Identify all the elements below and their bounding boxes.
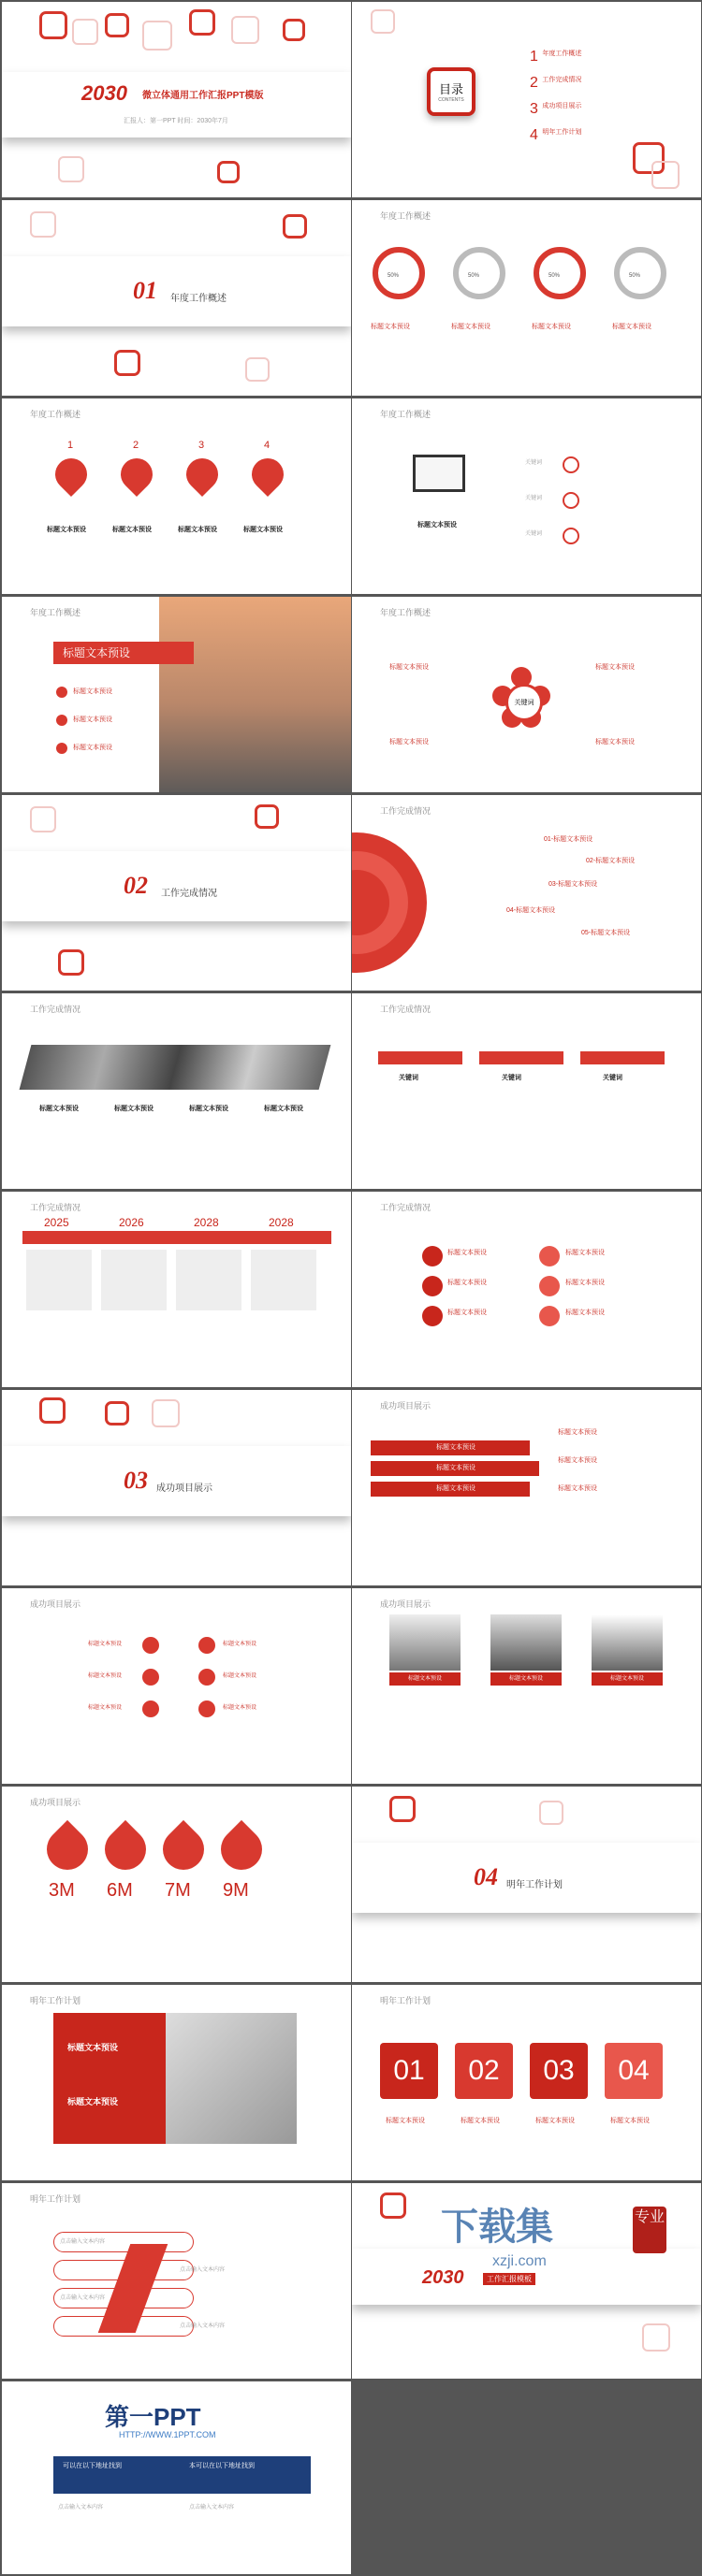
icon-label: 标题文本预设	[88, 1673, 123, 1679]
toc-item[interactable]: 3 $^{成功项目展示}$	[530, 101, 582, 117]
slide-end[interactable]	[352, 2183, 701, 2379]
building-label: 标题文本预设	[389, 1672, 461, 1686]
slide-heading: 明年工作计划	[380, 1996, 431, 2005]
slide-buildings[interactable]	[352, 1588, 701, 1784]
photo-strip	[20, 1045, 331, 1090]
deco-square	[142, 21, 172, 51]
photo-label: 标题文本预设	[189, 1106, 228, 1112]
slide-heading: 成功项目展示	[380, 1401, 431, 1411]
deco-square	[152, 1399, 180, 1427]
deco-square	[283, 214, 307, 239]
drop-value: 9M	[223, 1880, 249, 1901]
cycle-label: 标题文本预设	[371, 324, 410, 330]
slide-arrows[interactable]	[352, 1390, 701, 1585]
cycle-label: 标题文本预设	[612, 324, 651, 330]
dot	[422, 1306, 443, 1326]
flower-label: 标题文本预设	[389, 739, 429, 745]
photo-label: 标题文本预设	[114, 1106, 154, 1112]
dot-label: 标题文本预设	[565, 1280, 605, 1286]
dot-label: 标题文本预设	[447, 1250, 487, 1256]
building-photo	[389, 1614, 461, 1671]
bridge-photo	[159, 597, 351, 792]
slide-heading: 成功项目展示	[30, 1599, 81, 1609]
deco-square	[114, 350, 140, 376]
dot-label: 标题文本预设	[447, 1280, 487, 1286]
section-label: 工作完成情况	[161, 889, 217, 899]
number-tile: 04	[605, 2043, 663, 2099]
slide-numbers[interactable]	[352, 1985, 701, 2180]
keyword: 关键词	[603, 1075, 622, 1081]
cover-meta: 汇报人：第一PPT 时间：2030年7月	[124, 118, 228, 124]
number-tile: 01	[380, 2043, 438, 2099]
semicircle-item: 05-标题文本预设	[581, 930, 631, 936]
timeline-bar	[22, 1231, 331, 1244]
number-label: 标题文本预设	[386, 2118, 425, 2124]
section-number: 02	[124, 872, 148, 899]
dot-label: 标题文本预设	[565, 1250, 605, 1256]
slide-heading: 工作完成情况	[30, 1203, 81, 1212]
bridge-item: 标题文本预设	[73, 688, 112, 695]
slide-cycle[interactable]	[352, 200, 701, 396]
pin-label: 标题文本预设	[47, 527, 86, 533]
section-band	[2, 256, 351, 326]
arrow-label: 标题文本预设	[558, 1429, 597, 1436]
pin-number: 3	[198, 440, 205, 451]
slide-bridge[interactable]	[2, 597, 351, 792]
laptop-item: 标题文本预设	[67, 2097, 119, 2106]
toc-item[interactable]: 4 $^{明年工作计划}$	[530, 127, 582, 143]
drop-marker	[96, 1820, 154, 1878]
slide-heading: 成功项目展示	[30, 1798, 81, 1807]
pill-text: 点击输入文本内容	[180, 2267, 226, 2273]
semicircle-item: 03-标题文本预设	[548, 881, 598, 888]
keyword-bar	[378, 1051, 462, 1064]
slide-heading: 年度工作概述	[30, 608, 81, 617]
slide-heading: 工作完成情况	[380, 1005, 431, 1014]
promo-text: 点击输入文本内容	[58, 2505, 104, 2511]
slide-keywords[interactable]	[352, 993, 701, 1189]
keyword: 关键词	[525, 531, 543, 537]
device-label: 标题文本预设	[417, 522, 457, 528]
keyword: 关键词	[525, 496, 543, 501]
flower-label: 标题文本预设	[595, 739, 635, 745]
timeline-year: 2028	[194, 1216, 219, 1229]
slide-laptop[interactable]	[2, 1985, 351, 2180]
dot	[539, 1246, 560, 1266]
item-dot	[563, 528, 579, 544]
cycle-pct: 50%	[388, 273, 400, 279]
drop-value: 3M	[49, 1880, 75, 1901]
deco-square	[217, 161, 240, 183]
slide-heading: 工作完成情况	[380, 1203, 431, 1212]
cover-band	[2, 72, 351, 137]
slide-heading: 年度工作概述	[30, 410, 81, 419]
cycle-label: 标题文本预设	[451, 324, 490, 330]
slide-heading: 明年工作计划	[30, 2194, 81, 2204]
slide-semicircle[interactable]	[352, 795, 701, 991]
keyword-bar	[580, 1051, 665, 1064]
slide-cover[interactable]	[2, 2, 351, 197]
deco-square	[30, 211, 56, 238]
slide-section-01[interactable]	[2, 200, 351, 396]
end-label: 工作汇报模板	[483, 2273, 535, 2285]
slide-pills[interactable]	[2, 2183, 351, 2379]
pill-text: 点击输入文本内容	[180, 2323, 226, 2329]
arrow-label: 标题文本预设	[558, 1485, 597, 1492]
slide-photos[interactable]	[2, 993, 351, 1189]
item-dot	[563, 456, 579, 473]
icon-label: 标题文本预设	[223, 1705, 257, 1711]
toc-list	[530, 49, 581, 153]
deco-square	[189, 9, 215, 36]
deco-square	[380, 2192, 406, 2219]
number-tile: 03	[530, 2043, 588, 2099]
promo-left-title: 可以在以下地址找到	[63, 2463, 122, 2469]
slide-drops[interactable]	[2, 1787, 351, 1982]
building-label: 标题文本预设	[592, 1672, 663, 1686]
deco-square	[642, 2323, 670, 2352]
slide-heading: 工作完成情况	[380, 806, 431, 816]
dot	[422, 1246, 443, 1266]
keyword-bar	[479, 1051, 563, 1064]
laptop-panel	[53, 2013, 166, 2144]
arrow-item: 标题文本预设	[371, 1440, 530, 1455]
slide-pins[interactable]	[2, 398, 351, 594]
drop-marker	[212, 1820, 271, 1878]
drop-marker	[38, 1820, 96, 1878]
icon-circle	[142, 1669, 159, 1686]
icon-label: 标题文本预设	[88, 1705, 123, 1711]
number-tile: 02	[455, 2043, 513, 2099]
icon-circle	[142, 1700, 159, 1717]
cycle-pct: 50%	[468, 273, 480, 279]
deco-square	[651, 161, 680, 189]
section-number: 04	[474, 1863, 498, 1890]
deco-square	[255, 804, 279, 829]
semicircle-item: 04-标题文本预设	[506, 907, 556, 914]
deco-square	[283, 19, 305, 41]
section-number: 03	[124, 1467, 148, 1494]
deco-square	[58, 949, 84, 976]
slide-promo[interactable]	[2, 2381, 351, 2574]
section-band	[2, 1446, 351, 1516]
number-label: 标题文本预设	[535, 2118, 575, 2124]
pin-marker	[49, 452, 94, 497]
cycle-label: 标题文本预设	[532, 324, 571, 330]
slide-device[interactable]	[352, 398, 701, 594]
section-number: 01	[133, 277, 157, 304]
slide-heading: 年度工作概述	[380, 608, 431, 617]
toc-item[interactable]: 1 $^{年度工作概述}$	[530, 49, 582, 65]
promo-text: 点击输入文本内容	[189, 2505, 235, 2511]
slide-heading: 明年工作计划	[30, 1996, 81, 2005]
keyword: 关键词	[399, 1075, 418, 1081]
pin-marker	[114, 452, 159, 497]
deco-square	[30, 806, 56, 832]
pill-text: 点击输入文本内容	[60, 2239, 106, 2245]
laptop-photo	[166, 2013, 297, 2144]
drop-value: 6M	[107, 1880, 133, 1901]
toc-title: 目录	[438, 82, 463, 96]
section-label: 年度工作概述	[170, 294, 227, 304]
timeline-year: 2026	[119, 1216, 144, 1229]
number-label: 标题文本预设	[610, 2118, 650, 2124]
promo-banner	[53, 2456, 311, 2494]
number-label: 标题文本预设	[461, 2118, 500, 2124]
toc-item[interactable]: 2 $^{工作完成情况}$	[530, 75, 582, 91]
dot-label: 标题文本预设	[447, 1310, 487, 1316]
laptop-item: 标题文本预设	[67, 2043, 119, 2052]
promo-url[interactable]: HTTP://WWW.1PPT.COM	[119, 2430, 216, 2439]
section-band	[2, 851, 351, 921]
arrow-label: 标题文本预设	[558, 1457, 597, 1464]
cycle-pct: 50%	[629, 273, 641, 279]
icon-circle	[198, 1637, 215, 1654]
item-dot	[56, 687, 67, 698]
arrow-item: 标题文本预设	[371, 1482, 530, 1497]
icon-circle	[198, 1669, 215, 1686]
pin-label: 标题文本预设	[178, 527, 217, 533]
item-dot	[56, 743, 67, 754]
deco-square	[105, 1401, 129, 1425]
cover-year: 2030	[81, 81, 127, 105]
slide-heading: 工作完成情况	[30, 1005, 81, 1014]
timeline-card	[176, 1250, 241, 1310]
item-dot	[563, 492, 579, 509]
pin-number: 4	[264, 440, 271, 451]
cover-title: 微立体通用工作汇报PPT模版	[142, 91, 264, 101]
promo-right-title: 本可以在以下地址找到	[189, 2463, 255, 2469]
end-year: 2030	[422, 2267, 464, 2288]
deco-square	[105, 13, 129, 37]
deco-square	[39, 11, 67, 39]
slide-dots[interactable]	[352, 1192, 701, 1387]
slide-heading: 年度工作概述	[380, 410, 431, 419]
icon-label: 标题文本预设	[88, 1642, 123, 1647]
icon-label: 标题文本预设	[223, 1642, 257, 1647]
timeline-card	[251, 1250, 316, 1310]
monitor-icon	[413, 455, 465, 492]
watermark-text: 下载集	[441, 2207, 553, 2248]
pin-number: 2	[133, 440, 139, 451]
pin-marker	[245, 452, 290, 497]
flower-label: 标题文本预设	[389, 664, 429, 671]
drop-value: 7M	[165, 1880, 191, 1901]
deco-square	[539, 1801, 563, 1825]
deco-square	[39, 1397, 66, 1424]
semicircle-item: 01-标题文本预设	[544, 836, 593, 843]
toc-subtitle: CONTENTS	[438, 97, 464, 103]
dot	[422, 1276, 443, 1296]
item-dot	[56, 715, 67, 726]
deco-square	[58, 156, 84, 182]
deco-square	[245, 357, 270, 382]
keyword: 关键词	[525, 460, 543, 466]
drop-marker	[154, 1820, 212, 1878]
flower-center: 关键词	[505, 684, 543, 721]
icon-circle	[198, 1700, 215, 1717]
promo-logo: 第一PPT	[105, 2403, 201, 2431]
slide-flower[interactable]	[352, 597, 701, 792]
slide-timeline[interactable]	[2, 1192, 351, 1387]
slide-toc[interactable]	[352, 2, 701, 197]
bridge-item: 标题文本预设	[73, 745, 112, 751]
section-label: 明年工作计划	[506, 1880, 563, 1890]
slide-heading: 成功项目展示	[380, 1599, 431, 1609]
toc-box	[427, 67, 475, 116]
semicircle-item: 02-标题文本预设	[586, 858, 636, 864]
deco-square	[231, 16, 259, 44]
cycle-pct: 50%	[548, 273, 561, 279]
dot	[539, 1306, 560, 1326]
pill-text: 点击输入文本内容	[60, 2295, 106, 2301]
building-label: 标题文本预设	[490, 1672, 562, 1686]
watermark-url: xzji.com	[492, 2253, 547, 2269]
pin-label: 标题文本预设	[243, 527, 283, 533]
dot	[539, 1276, 560, 1296]
timeline-card	[26, 1250, 92, 1310]
seal-stamp: 专业	[633, 2207, 666, 2253]
icon-label: 标题文本预设	[223, 1673, 257, 1679]
slide-section-04[interactable]	[352, 1787, 701, 1982]
building-photo	[592, 1614, 663, 1671]
timeline-card	[101, 1250, 167, 1310]
arrow-item: 标题文本预设	[371, 1461, 539, 1476]
pin-number: 1	[67, 440, 74, 451]
bridge-title: 标题文本预设	[53, 642, 194, 664]
section-band	[352, 1843, 701, 1913]
timeline-year: 2028	[269, 1216, 294, 1229]
slide-heading: 年度工作概述	[380, 211, 431, 221]
building-photo	[490, 1614, 562, 1671]
slide-section-02[interactable]	[2, 795, 351, 991]
flower-label: 标题文本预设	[595, 664, 635, 671]
timeline-year: 2025	[44, 1216, 69, 1229]
pin-label: 标题文本预设	[112, 527, 152, 533]
dot-label: 标题文本预设	[565, 1310, 605, 1316]
pin-marker	[180, 452, 225, 497]
photo-label: 标题文本预设	[264, 1106, 303, 1112]
deco-square	[72, 19, 98, 45]
bridge-item: 标题文本预设	[73, 716, 112, 723]
icon-circle	[142, 1637, 159, 1654]
photo-label: 标题文本预设	[39, 1106, 79, 1112]
slide-section-03[interactable]	[2, 1390, 351, 1585]
deco-square	[389, 1796, 416, 1822]
deco-square	[371, 9, 395, 34]
slide-icons[interactable]	[2, 1588, 351, 1784]
section-label: 成功项目展示	[156, 1483, 212, 1494]
keyword: 关键词	[502, 1075, 521, 1081]
